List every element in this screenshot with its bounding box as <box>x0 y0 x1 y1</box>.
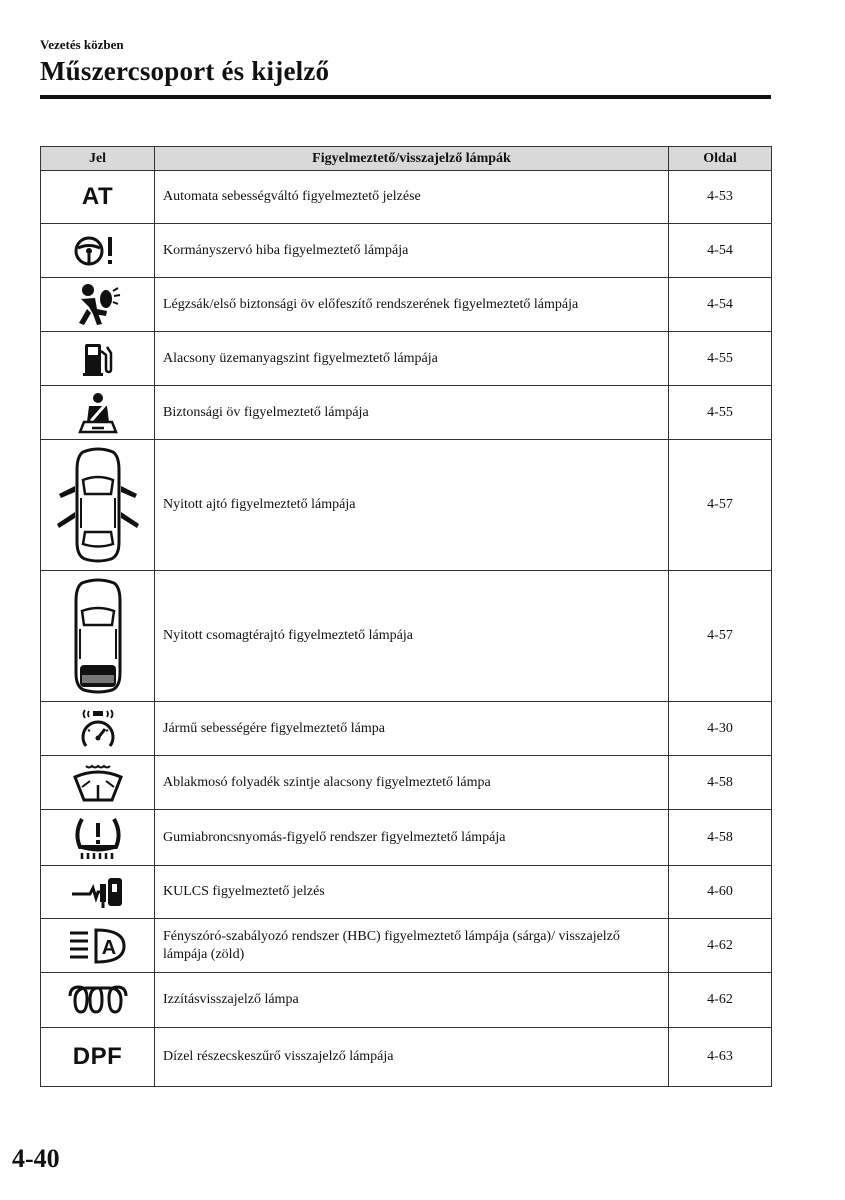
washer-fluid-icon <box>72 763 124 803</box>
table-row <box>41 702 772 756</box>
row-page: 4-57 <box>669 440 772 571</box>
dpf-symbol: DPF <box>72 1043 123 1070</box>
table-row <box>41 1028 772 1087</box>
row-label: Biztonsági öv figyelmeztető lámpája <box>155 386 669 440</box>
table-row <box>41 810 772 866</box>
row-label: Gumiabroncsnyomás-figyelő rendszer figyelmeztető lámpája <box>155 810 669 866</box>
row-page: 4-62 <box>669 973 772 1028</box>
row-page: 4-60 <box>669 866 772 919</box>
row-label: KULCS figyelmeztető jelzés <box>155 866 669 919</box>
page-number: 4-40 <box>12 1144 60 1173</box>
row-label: Nyitott csomagtérajtó figyelmeztető lámpája <box>155 571 669 702</box>
row-label: Dízel részecskeszűrő visszajelző lámpája <box>155 1028 669 1087</box>
table-row <box>41 278 772 332</box>
fuel-pump-icon <box>81 341 115 377</box>
steering-warning-icon <box>72 233 124 269</box>
row-label: Nyitott ajtó figyelmeztető lámpája <box>155 440 669 571</box>
row-page: 4-30 <box>669 702 772 756</box>
airbag-icon <box>73 283 123 327</box>
row-label: Légzsák/első biztonsági öv előfeszítő rendszerének figyelmeztető lámpája <box>155 278 669 332</box>
row-label: Alacsony üzemanyagszint figyelmeztető lámpája <box>155 332 669 386</box>
table-row <box>41 756 772 810</box>
dpf-text-icon <box>41 1028 155 1087</box>
tire-pressure-icon <box>72 815 124 861</box>
row-page: 4-58 <box>669 756 772 810</box>
table-row <box>41 571 772 702</box>
table-row <box>41 224 772 278</box>
warning-lights-table <box>40 146 772 1087</box>
key-warning-icon <box>70 874 126 910</box>
row-page: 4-62 <box>669 919 772 973</box>
section-heading: Vezetés közben <box>40 37 124 52</box>
table-row <box>41 332 772 386</box>
row-label: Ablakmosó folyadék szintje alacsony figyelmeztető lámpa <box>155 756 669 810</box>
column-header-description: Figyelmeztető/visszajelző lámpák <box>155 147 669 171</box>
row-page: 4-53 <box>669 171 772 224</box>
table-row <box>41 386 772 440</box>
row-page: 4-54 <box>669 278 772 332</box>
title-rule <box>40 95 771 99</box>
row-page: 4-58 <box>669 810 772 866</box>
row-page: 4-55 <box>669 386 772 440</box>
table-row <box>41 440 772 571</box>
column-header-page: Oldal <box>669 147 772 171</box>
high-beam-control-icon <box>68 926 128 966</box>
speed-warning-icon <box>78 708 118 750</box>
table-row <box>41 973 772 1028</box>
row-page: 4-54 <box>669 224 772 278</box>
table-row <box>41 919 772 973</box>
row-label: Kormányszervó hiba figyelmeztető lámpája <box>155 224 669 278</box>
row-page: 4-63 <box>669 1028 772 1087</box>
column-header-symbol: Jel <box>41 147 155 171</box>
door-open-icon <box>53 446 143 564</box>
at-text-icon <box>41 171 155 224</box>
table-header-row <box>41 147 772 171</box>
row-page: 4-57 <box>669 571 772 702</box>
row-label: Automata sebességváltó figyelmeztető jelzése <box>155 171 669 224</box>
at-symbol: AT <box>81 183 114 210</box>
glow-plug-icon <box>67 984 129 1016</box>
page-title: Műszercsoport és kijelző <box>40 56 330 86</box>
table-row <box>41 171 772 224</box>
row-label: Izzításvisszajelző lámpa <box>155 973 669 1028</box>
row-label: Fényszóró-szabályozó rendszer (HBC) figyelmeztető lámpája (sárga)/ visszajelző lámpája (zöld) <box>155 919 669 973</box>
row-page: 4-55 <box>669 332 772 386</box>
table-row <box>41 866 772 919</box>
trunk-open-icon <box>68 577 128 695</box>
svg-text:A: A <box>101 936 116 959</box>
seatbelt-icon <box>78 392 118 434</box>
row-label: Jármű sebességére figyelmeztető lámpa <box>155 702 669 756</box>
